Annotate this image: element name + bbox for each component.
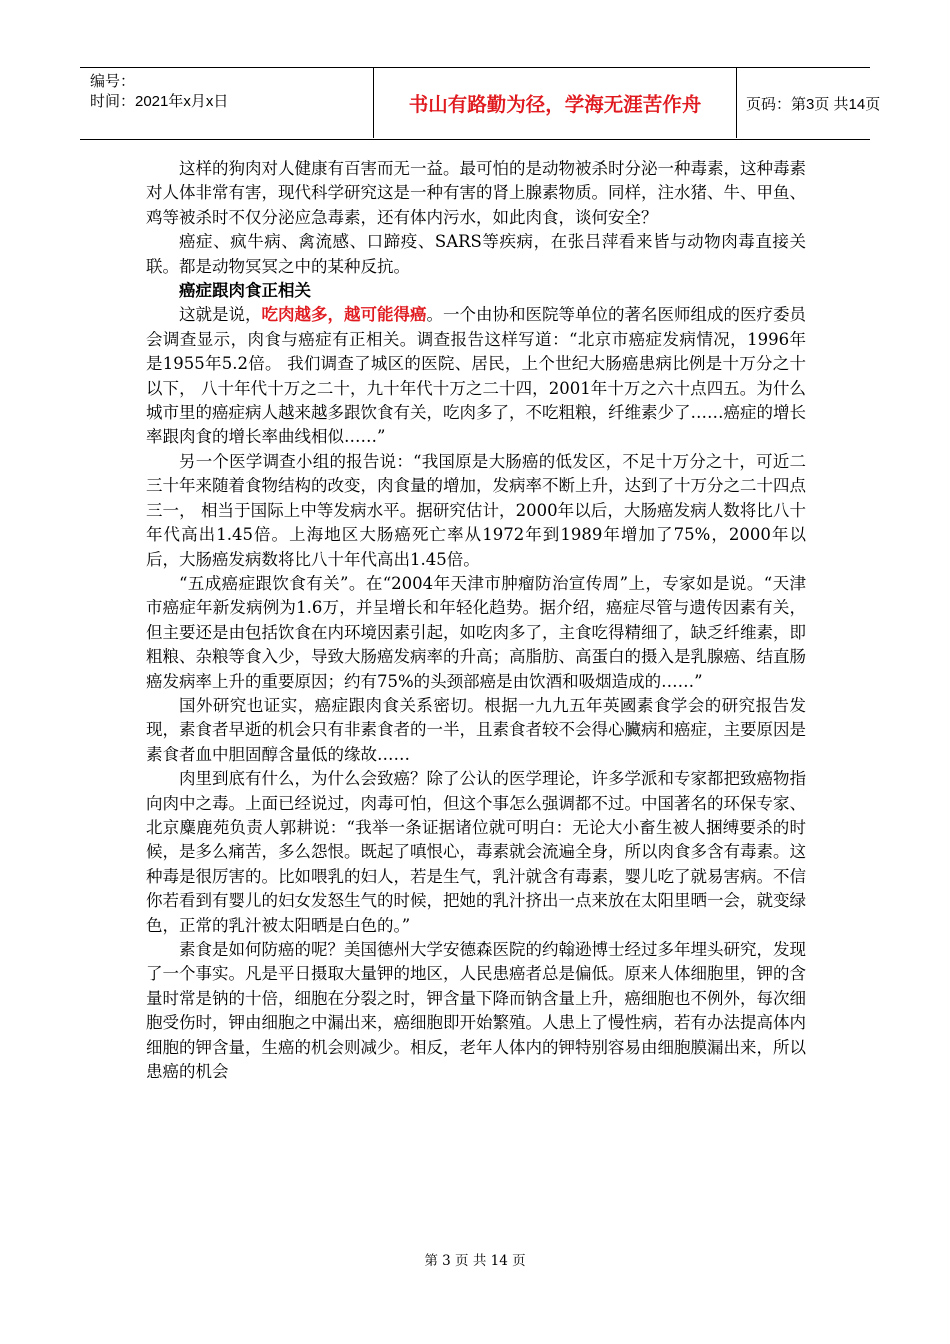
paragraph-text: 。一个由协和医院等单位的著名医师组成的医疗委员会调查显示，肉食与癌症有正相关。调查报告这样写道：“北京市癌症发病情况，1996年是1955年5.2倍。 我们调查了城区的医院、居民，上个世纪大肠癌患病比例是十万分之十以下， 八十年代十万之二十，九十年代十万之二十四，2001年十万之六十点四五。为什么城市里的癌症病人越来越多跟饮食有关，吃肉多了，不吃粗粮，纤维素少了……癌症的增长率跟肉食的增长率曲线相似……” xyxy=(146,305,806,447)
page-header xyxy=(80,67,881,140)
paragraph: 素食是如何防癌的呢？美国德州大学安德森医院的约翰逊博士经过多年埋头研究，发现了一个事实。凡是平日摄取大量钾的地区，人民患癌者总是偏低。原来人体细胞里，钾的含量时常是钠的十倍，细胞在分裂之时，钾含量下降而钠含量上升，癌细胞也不例外，每次细胞受伤时，钾由细胞之中漏出来，癌细胞即开始繁殖。人患上了慢性病，若有办法提高体内细胞的钾含量，生癌的机会则减少。相反，老年人体内的钾特别容易由细胞膜漏出来，所以患癌的机会 xyxy=(146,940,806,1082)
document-time-label: 时间：2021年x月x日 xyxy=(90,93,229,110)
paragraph: 肉里到底有什么，为什么会致癌？除了公认的医学理论，许多学派和专家都把致癌物指向肉中之毒。上面已经说过，肉毒可怕，但这个事怎么强调都不过。中国著名的环保专家、北京麋鹿苑负责人郭耕说：“我举一条证据诸位就可明白：无论大小畜生被人捆缚要杀的时候，是多么痛苦，多么怨恨。既起了嗔恨心，毒素就会流遍全身，所以肉食多含有毒素。这种毒是很厉害的。比如喂乳的妇人，若是生气，乳汁就含有毒素，婴儿吃了就易害病。不信你若看到有婴儿的妇女发怒生气的时候，把她的乳汁挤出一点来放在太阳里晒一会，就变绿色，正常的乳汁被太阳晒是白色的。” xyxy=(146,769,806,935)
paragraph: 这样的狗肉对人健康有百害而无一益。最可怕的是动物被杀时分泌一种毒素，这种毒素对人体非常有害，现代科学研究这是一种有害的肾上腺素物质。同样，注水猪、牛、甲鱼、鸡等被杀时不仅分泌应急毒素，还有体内污水，如此肉食，谈何安全？ xyxy=(146,159,806,227)
header-motto: 书山有路勤为径，学海无涯苦作舟 xyxy=(373,68,737,138)
paragraph: “五成癌症跟饮食有关”。在“2004年天津市肿瘤防治宣传周”上，专家如是说。“天津市癌症年新发病例为1.6万，并呈增长和年轻化趋势。据介绍，癌症尽管与遗传因素有关，但主要还是由包括饮食在内环境因素引起，如吃肉多了，主食吃得精细了，缺乏纤维素，即粗粮、杂粮等食入少，导致大肠癌发病率的升高；高脂肪、高蛋白的摄入是乳腺癌、结直肠癌发病率上升的重要原因；约有75%的头颈部癌是由饮酒和吸烟造成的……” xyxy=(146,573,806,691)
paragraph: 国外研究也证实，癌症跟肉食关系密切。根据一九九五年英國素食学会的研究报告发现，素食者早逝的机会只有非素食者的一半，且素食者较不会得心臟病和癌症，主要原因是素食者血中胆固醇含量低的缘故…… xyxy=(146,695,806,764)
document-number-label: 编号： xyxy=(90,73,136,90)
document-body xyxy=(146,157,806,1084)
section-heading: 癌症跟肉食正相关 xyxy=(179,281,311,301)
header-meta xyxy=(90,72,228,112)
paragraph-text: 这就是说， xyxy=(179,305,262,325)
paragraph: 另一个医学调查小组的报告说：“我国原是大肠癌的低发区，不足十万分之十，可近二三十年来随着食物结构的改变，肉食量的增加，发病率不断上升，达到了十万分之二十四点三一， 相当于国际上中等发病水平。据研究估计，2000年以后，大肠癌发病人数将比八十年代高出1.45倍。上海地区大肠癌死亡率从1972年到1989年增加了75%，2000年以后，大肠癌发病数将比八十年代高出1.45倍。 xyxy=(146,451,806,569)
paragraph xyxy=(146,303,806,449)
paragraph: 癌症、疯牛病、禽流感、口蹄疫、SARS等疾病，在张吕萍看来皆与动物肉毒直接关联。都是动物冥冥之中的某种反抗。 xyxy=(146,232,806,276)
page-footer: 第 3 页 共 14 页 xyxy=(424,1253,526,1269)
highlighted-text: 吃肉越多，越可能得癌 xyxy=(261,305,427,325)
header-page-info: 页码：第3页 共14页 xyxy=(746,95,881,113)
